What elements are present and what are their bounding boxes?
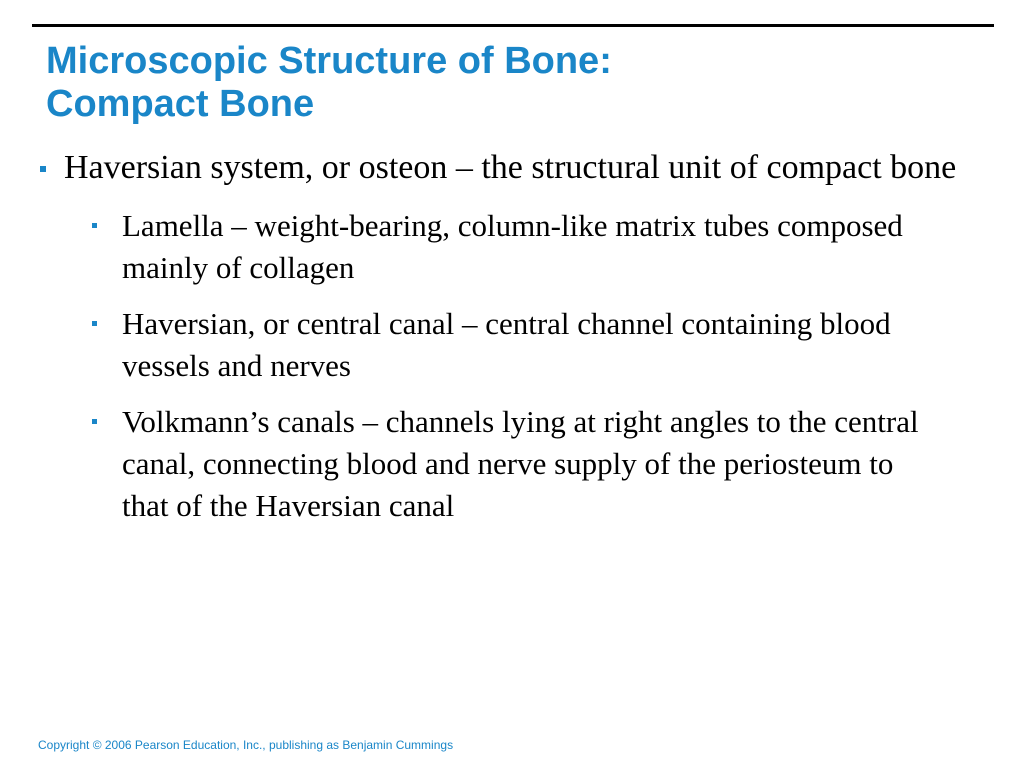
sub-bullet-text: Haversian, or central canal – central channel containing blood vessels and nerves [122,306,891,383]
top-divider-rule [32,24,994,27]
slide-body [40,147,960,541]
sub-bullet-item-lamella [40,205,942,289]
slide-title [46,40,986,126]
square-bullet-icon [40,166,46,172]
slide-title-line-2: Compact Bone [46,83,315,125]
bullet-item-haversian-system [40,147,964,189]
sub-bullet-item-central-canal [40,303,942,387]
bullet-text: Haversian system, or osteon – the structural unit of compact bone [64,149,957,186]
square-bullet-icon [92,419,97,424]
square-bullet-icon [92,223,97,228]
square-bullet-icon [92,321,97,326]
sub-bullet-item-volkmanns-canals [40,401,942,527]
sub-bullet-text: Volkmann’s canals – channels lying at right angles to the central canal, connecting blood and nerve supply of the periosteum to that of the Haversian canal [122,404,919,523]
sub-bullet-text: Lamella – weight-bearing, column-like matrix tubes composed mainly of collagen [122,208,903,285]
copyright-footer: Copyright © 2006 Pearson Education, Inc., publishing as Benjamin Cummings [38,738,454,752]
slide-title-line-1: Microscopic Structure of Bone: [46,40,612,82]
